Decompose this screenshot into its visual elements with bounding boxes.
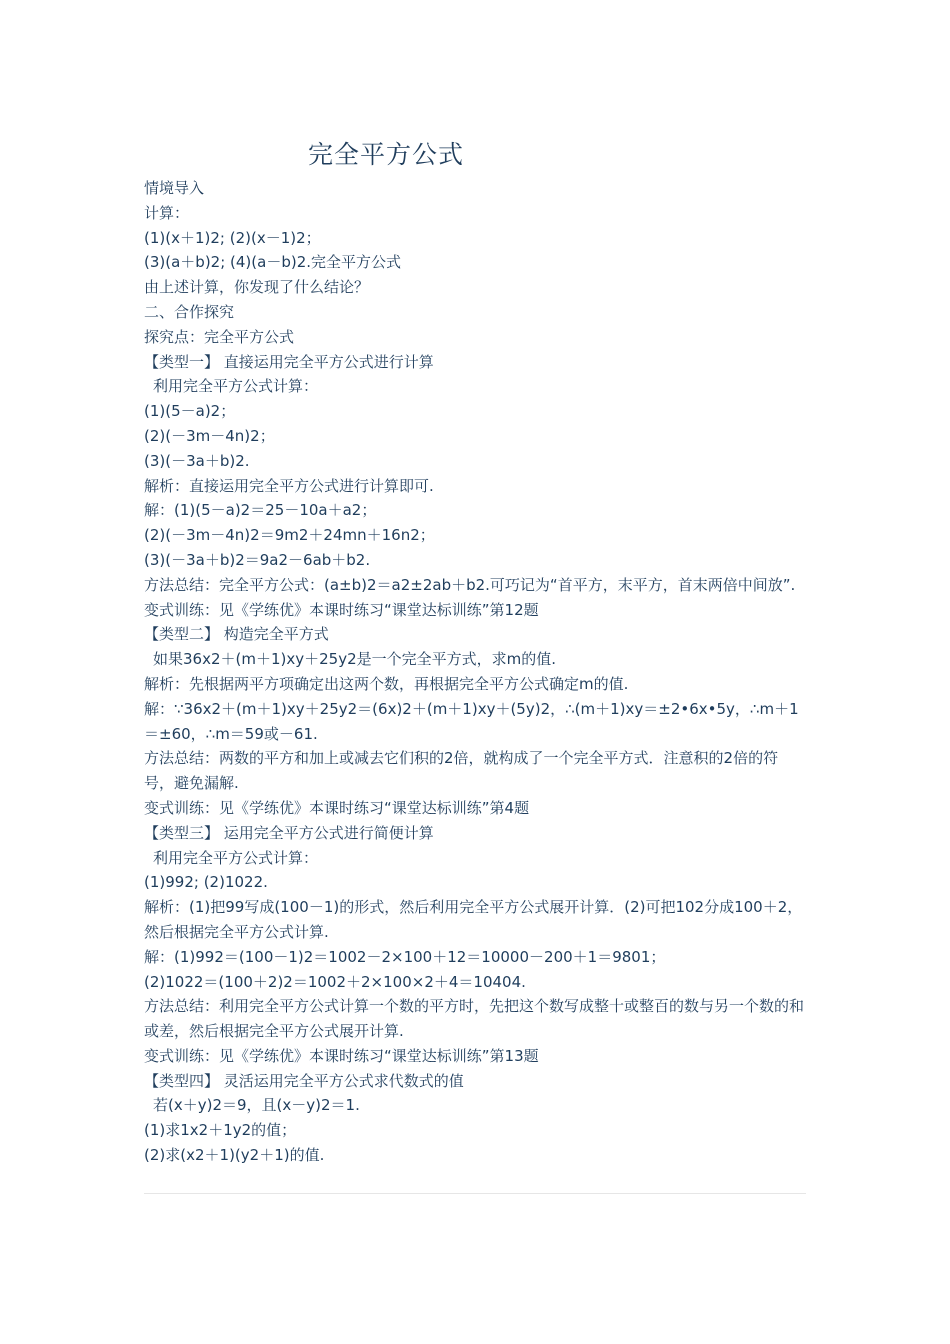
paragraph: (1)992; (2)1022.: [144, 873, 268, 892]
solution: 解：(1)(5－a)2＝25－10a＋a2；: [144, 501, 377, 520]
paragraph: (3)(－3a＋b)2.: [144, 451, 250, 470]
page-divider: [144, 1193, 806, 1194]
solution: 解：(1)992＝(100－1)2＝1002－2×100＋12＝10000－200＋1＝9801；: [144, 947, 666, 966]
solution: (2)1022＝(100＋2)2＝1002＋2×100×2＋4＝10404.: [144, 972, 526, 991]
practice-reference: 变式训练：见《学练优》本课时练习“课堂达标训练”第13题: [144, 1046, 539, 1065]
type-heading: 【类型三】 运用完全平方公式进行简便计算: [144, 823, 434, 842]
paragraph: (3)(a＋b)2; (4)(a－b)2.完全平方公式: [144, 253, 402, 272]
method-summary: 方法总结：利用完全平方公式计算一个数的平方时，先把这个数写成整十或整百的数与另一个数的和或差，然后根据完全平方公式展开计算.: [144, 997, 805, 1041]
section-heading: 二、合作探究: [144, 302, 235, 321]
analysis: 解析：直接运用完全平方公式进行计算即可.: [144, 476, 434, 495]
section-heading: 情境导入: [144, 179, 205, 197]
section-heading: 探究点：完全平方公式: [144, 327, 295, 346]
document-title: 完全平方公式: [308, 140, 465, 169]
problem-statement: 利用完全平方公式计算：: [153, 377, 319, 396]
paragraph: (2)(－3m－4n)2；: [144, 426, 275, 445]
solution: 解：∵36x2＋(m＋1)xy＋25y2＝(6x)2＋(m＋1)xy＋(5y)2，∴(m＋1)xy＝±2•6x•5y，∴m＋1＝±60，∴m＝59或－61.: [144, 699, 799, 743]
document-body: [144, 176, 804, 1168]
problem-statement: 若(x＋y)2＝9，且(x－y)2＝1.: [153, 1096, 360, 1115]
analysis: 解析：先根据两平方项确定出这两个数，再根据完全平方公式确定m的值.: [144, 674, 629, 693]
paragraph: (2)求(x2＋1)(y2＋1)的值.: [144, 1146, 325, 1165]
paragraph: (1)(5－a)2；: [144, 402, 236, 421]
paragraph: (1)(x＋1)2; (2)(x－1)2；: [144, 228, 321, 247]
method-summary: 方法总结：完全平方公式：(a±b)2＝a2±2ab＋b2.可巧记为“首平方，末平方，首末两倍中间放”.: [144, 575, 796, 594]
solution: (3)(－3a＋b)2＝9a2－6ab＋b2.: [144, 550, 371, 569]
solution: (2)(－3m－4n)2＝9m2＋24mn＋16n2；: [144, 526, 435, 545]
paragraph: 计算：: [144, 203, 190, 222]
paragraph: (1)求1x2＋1y2的值；: [144, 1121, 297, 1140]
practice-reference: 变式训练：见《学练优》本课时练习“课堂达标训练”第12题: [144, 600, 539, 619]
type-heading: 【类型一】 直接运用完全平方公式进行计算: [144, 352, 434, 371]
type-heading: 【类型四】 灵活运用完全平方公式求代数式的值: [144, 1071, 464, 1090]
problem-statement: 利用完全平方公式计算：: [153, 848, 319, 867]
method-summary: 方法总结：两数的平方和加上或减去它们积的2倍，就构成了一个完全平方式．注意积的2倍的符号，避免漏解.: [144, 749, 779, 793]
analysis: 解析：(1)把99写成(100－1)的形式，然后利用完全平方公式展开计算．(2)可把102分成100＋2，然后根据完全平方公式计算.: [144, 898, 803, 941]
problem-statement: 如果36x2＋(m＋1)xy＋25y2是一个完全平方式，求m的值.: [153, 650, 557, 669]
practice-reference: 变式训练：见《学练优》本课时练习“课堂达标训练”第4题: [144, 798, 530, 817]
type-heading: 【类型二】 构造完全平方式: [144, 625, 329, 644]
paragraph: 由上述计算，你发现了什么结论？: [144, 278, 370, 297]
